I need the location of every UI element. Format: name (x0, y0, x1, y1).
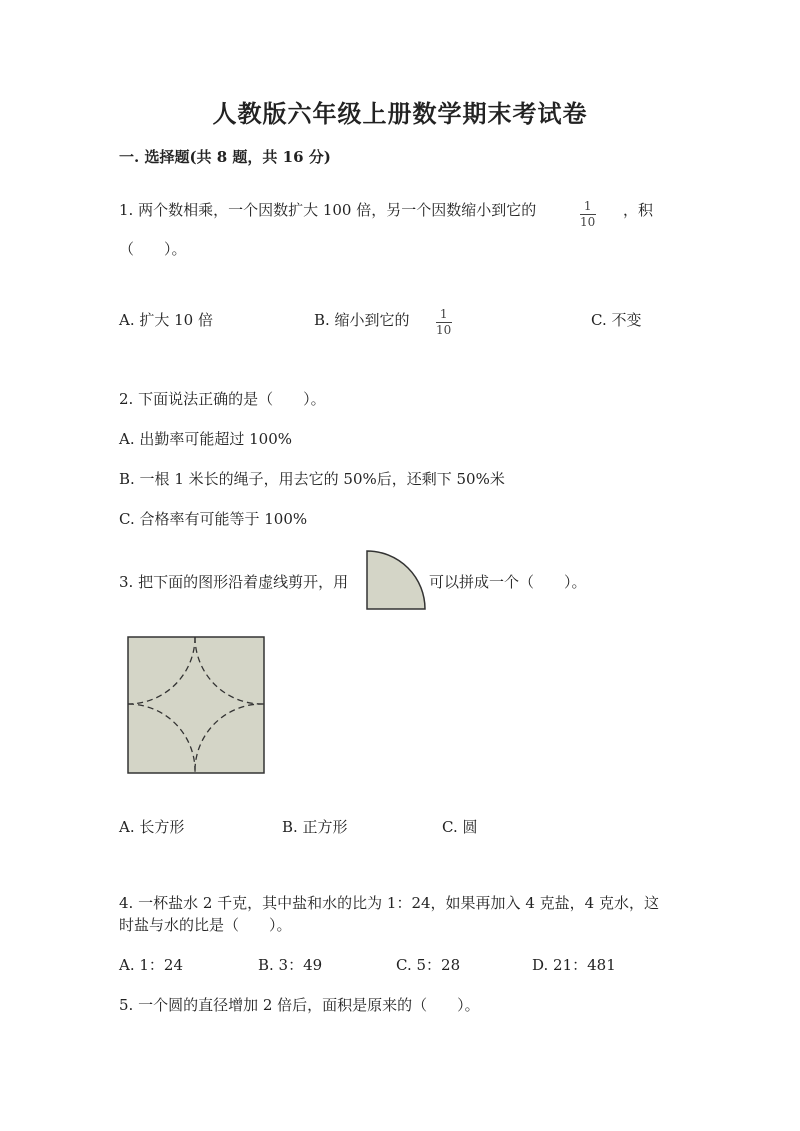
question-1-stem-tail: ，积 (623, 201, 654, 219)
question-3-stem-before: 3. 把下面的图形沿着虚线剪开，用 (119, 573, 349, 591)
quarter-circle-figure (365, 549, 427, 611)
question-3-option-a[interactable]: A. 长方形 (119, 818, 185, 836)
question-4-option-c[interactable]: C. 5：28 (396, 956, 461, 974)
fraction-denominator: 10 (436, 323, 452, 337)
question-4-option-b[interactable]: B. 3：49 (258, 956, 323, 974)
question-1-stem-line2: （ ）。 (119, 240, 187, 258)
question-3-stem-after: 可以拼成一个（ ）。 (429, 573, 587, 591)
question-1-stem-line1: 1. 两个数相乘，一个因数扩大 100 倍，另一个因数缩小到它的 (119, 201, 537, 219)
fraction-numerator: 1 (439, 307, 448, 321)
square-cut-figure (127, 636, 265, 774)
page-title: 人教版六年级上册数学期末考试卷 (212, 99, 588, 128)
fraction-numerator: 1 (583, 199, 592, 213)
question-2-option-b[interactable]: B. 一根 1 米长的绳子，用去它的 50%后，还剩下 50%米 (119, 470, 505, 488)
question-1-option-b[interactable]: B. 缩小到它的 (314, 311, 410, 329)
question-5-stem: 5. 一个圆的直径增加 2 倍后，面积是原来的（ ）。 (119, 996, 480, 1014)
question-1-option-a[interactable]: A. 扩大 10 倍 (119, 311, 213, 329)
question-2-option-c[interactable]: C. 合格率有可能等于 100% (119, 510, 308, 528)
question-1-option-c[interactable]: C. 不变 (591, 311, 642, 329)
question-2-stem: 2. 下面说法正确的是（ ）。 (119, 390, 326, 408)
section-heading: 一. 选择题(共 8 题，共 16 分) (119, 148, 331, 166)
question-1-option-b-fraction (434, 308, 453, 336)
fraction-denominator: 10 (580, 215, 596, 229)
question-3-option-b[interactable]: B. 正方形 (282, 818, 348, 836)
question-4-stem-line2: 时盐与水的比是（ ）。 (119, 916, 292, 934)
question-4-option-a[interactable]: A. 1：24 (119, 956, 183, 974)
question-2-option-a[interactable]: A. 出勤率可能超过 100% (119, 430, 293, 448)
question-4-stem-line1: 4. 一杯盐水 2 千克，其中盐和水的比为 1：24，如果再加入 4 克盐，4 克水，这 (119, 894, 659, 912)
question-4-option-d[interactable]: D. 21：481 (532, 956, 616, 974)
question-3-option-c[interactable]: C. 圆 (442, 818, 478, 836)
question-1-fraction (578, 200, 597, 228)
